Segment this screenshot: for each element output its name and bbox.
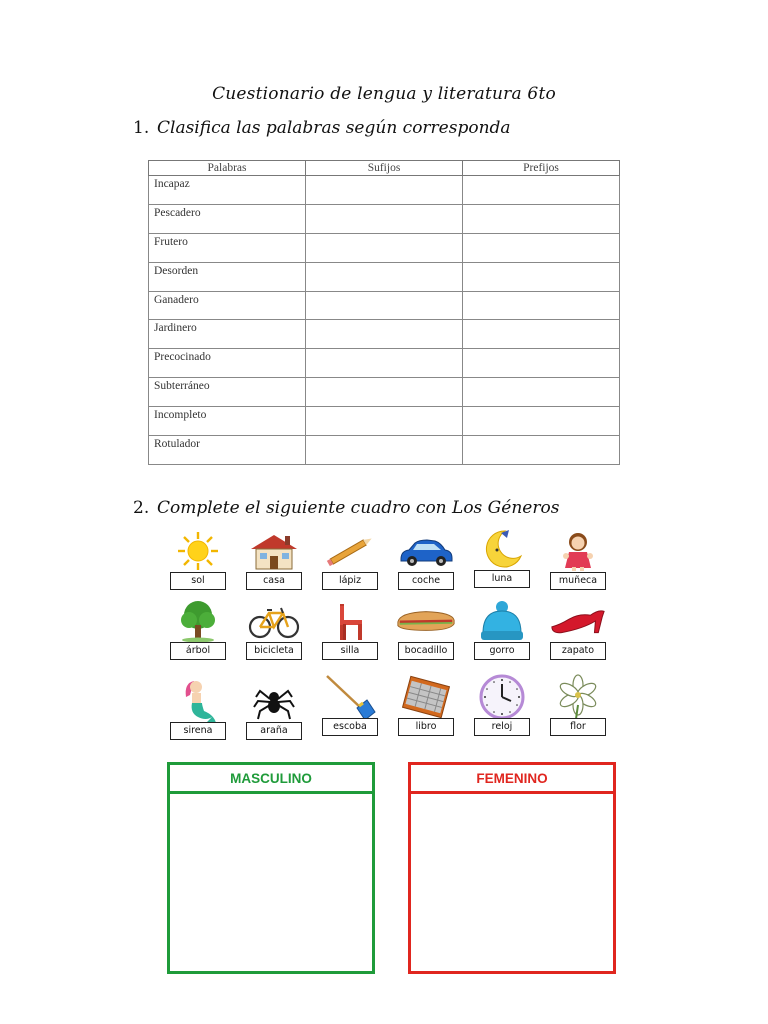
- moon-icon: [472, 528, 532, 570]
- table-row: [149, 407, 620, 436]
- femenino-header: FEMENINO: [411, 765, 613, 794]
- prefix-answer-cell[interactable]: [463, 349, 620, 378]
- sandwich-icon: [396, 600, 456, 642]
- book-icon: [396, 676, 456, 718]
- masculino-header: MASCULINO: [170, 765, 372, 794]
- suffix-answer-cell[interactable]: [306, 320, 463, 349]
- femenino-box[interactable]: [408, 762, 616, 974]
- pencil-icon: [320, 530, 380, 572]
- table-header-row: [149, 161, 620, 176]
- prefix-answer-cell[interactable]: [463, 176, 620, 205]
- page-title: Cuestionario de lengua y literatura 6to: [212, 84, 556, 104]
- table-row: [149, 262, 620, 291]
- column-header-prefijos: Prefijos: [463, 161, 620, 176]
- car-icon: [396, 530, 456, 572]
- word-label: sol: [170, 572, 226, 590]
- table-row: [149, 349, 620, 378]
- word-label: luna: [474, 570, 530, 588]
- picture-card: [160, 598, 236, 670]
- spider-icon: [244, 680, 304, 722]
- question-2: [133, 498, 559, 518]
- table-row: [149, 233, 620, 262]
- picture-card: [540, 598, 616, 670]
- table-row: [149, 320, 620, 349]
- flower-icon: [548, 676, 608, 718]
- word-cell: Subterráneo: [149, 378, 306, 407]
- chair-icon: [320, 600, 380, 642]
- table-row: [149, 204, 620, 233]
- word-label: sirena: [170, 722, 226, 740]
- masculino-box[interactable]: [167, 762, 375, 974]
- word-label: escoba: [322, 718, 378, 736]
- word-cell: Precocinado: [149, 349, 306, 378]
- mermaid-icon: [168, 680, 228, 722]
- table-row: [149, 176, 620, 205]
- picture-card: [236, 598, 312, 670]
- picture-card: [388, 528, 464, 600]
- suffix-answer-cell[interactable]: [306, 262, 463, 291]
- suffix-answer-cell[interactable]: [306, 176, 463, 205]
- word-cell: Rotulador: [149, 436, 306, 465]
- suffix-answer-cell[interactable]: [306, 204, 463, 233]
- word-cell: Incompleto: [149, 407, 306, 436]
- prefix-answer-cell[interactable]: [463, 436, 620, 465]
- picture-card: [236, 678, 312, 750]
- word-cell: Pescadero: [149, 204, 306, 233]
- word-label: muñeca: [550, 572, 606, 590]
- prefix-answer-cell[interactable]: [463, 262, 620, 291]
- house-icon: [244, 530, 304, 572]
- prefix-answer-cell[interactable]: [463, 204, 620, 233]
- table-row: [149, 291, 620, 320]
- picture-card: [312, 674, 388, 746]
- classification-table: [148, 160, 620, 465]
- suffix-answer-cell[interactable]: [306, 378, 463, 407]
- column-header-sufijos: Sufijos: [306, 161, 463, 176]
- picture-card: [312, 528, 388, 600]
- word-label: árbol: [170, 642, 226, 660]
- word-label: silla: [322, 642, 378, 660]
- question-1-number: 1.: [133, 118, 150, 138]
- word-cell: Incapaz: [149, 176, 306, 205]
- prefix-answer-cell[interactable]: [463, 378, 620, 407]
- word-label: flor: [550, 718, 606, 736]
- word-cell: Ganadero: [149, 291, 306, 320]
- question-2-number: 2.: [133, 498, 150, 518]
- word-label: casa: [246, 572, 302, 590]
- prefix-answer-cell[interactable]: [463, 320, 620, 349]
- picture-card: [160, 678, 236, 750]
- word-label: gorro: [474, 642, 530, 660]
- word-label: araña: [246, 722, 302, 740]
- prefix-answer-cell[interactable]: [463, 407, 620, 436]
- suffix-answer-cell[interactable]: [306, 291, 463, 320]
- picture-card: [540, 528, 616, 600]
- picture-card: [464, 526, 540, 598]
- word-label: reloj: [474, 718, 530, 736]
- tree-icon: [168, 600, 228, 642]
- picture-card: [236, 528, 312, 600]
- prefix-answer-cell[interactable]: [463, 233, 620, 262]
- word-label: lápiz: [322, 572, 378, 590]
- question-2-text: Complete el siguiente cuadro con Los Géneros: [157, 498, 560, 518]
- suffix-answer-cell[interactable]: [306, 436, 463, 465]
- table-row: [149, 378, 620, 407]
- picture-card: [312, 598, 388, 670]
- table-row: [149, 436, 620, 465]
- picture-grid: [160, 528, 618, 750]
- picture-card: [464, 674, 540, 746]
- suffix-answer-cell[interactable]: [306, 233, 463, 262]
- suffix-answer-cell[interactable]: [306, 349, 463, 378]
- picture-card: [540, 674, 616, 746]
- word-label: bocadillo: [398, 642, 454, 660]
- picture-card: [388, 674, 464, 746]
- sun-icon: [168, 530, 228, 572]
- word-label: zapato: [550, 642, 606, 660]
- clock-icon: [472, 676, 532, 718]
- word-label: bicicleta: [246, 642, 302, 660]
- question-1-text: Clasifica las palabras según corresponda: [157, 118, 511, 138]
- word-label: coche: [398, 572, 454, 590]
- picture-card: [160, 528, 236, 600]
- question-1: [133, 118, 511, 138]
- word-cell: Jardinero: [149, 320, 306, 349]
- doll-icon: [548, 530, 608, 572]
- word-cell: Desorden: [149, 262, 306, 291]
- shoe-icon: [548, 600, 608, 642]
- hat-icon: [472, 600, 532, 642]
- column-header-palabras: Palabras: [149, 161, 306, 176]
- prefix-answer-cell[interactable]: [463, 291, 620, 320]
- word-label: libro: [398, 718, 454, 736]
- picture-card: [464, 598, 540, 670]
- broom-icon: [320, 676, 380, 718]
- suffix-answer-cell[interactable]: [306, 407, 463, 436]
- word-cell: Frutero: [149, 233, 306, 262]
- picture-card: [388, 598, 464, 670]
- bicycle-icon: [244, 600, 304, 642]
